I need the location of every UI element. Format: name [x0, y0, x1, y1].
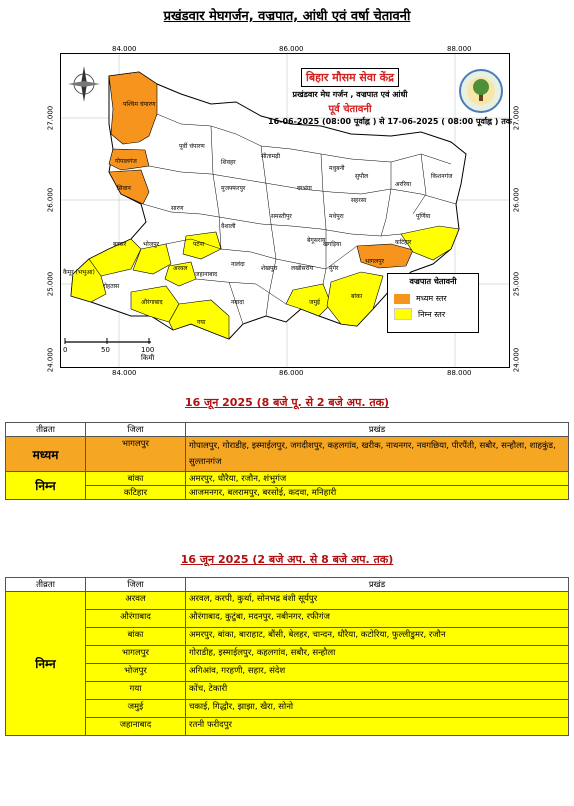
district-cell: बांका [86, 472, 186, 486]
legend-swatch-yellow [394, 308, 412, 320]
table-header-row [6, 578, 569, 592]
legend-swatch-orange [394, 294, 410, 304]
table-row [6, 628, 569, 646]
header-district: जिला [86, 423, 186, 437]
map-header [268, 66, 512, 126]
blocks-cell: औरंगाबाद, कुटुंबा, मदनपुर, नबीनगर, रफीगंज [186, 610, 569, 628]
section1-table [5, 422, 569, 500]
legend-item-moderate [394, 293, 478, 304]
table-row [6, 437, 569, 472]
y-tick-left-2: 26.000 [46, 187, 55, 213]
scale-label-50: 50 [101, 346, 110, 354]
map-header-org: बिहार मौसम सेवा केंद्र [301, 68, 399, 87]
blocks-cell: गोपालपुर, गोराडीह, इस्माईलपुर, जगदीशपुर, कहलगांव, खरीक, नाथनगर, नवगछिया, पीरपैंती, सबौर, सन्हौला, शाहकुंड, सुल्तानगंज [186, 437, 569, 472]
district-label: भोजपुर [143, 241, 160, 248]
header-district: जिला [86, 578, 186, 592]
map-legend [387, 273, 479, 333]
table-row [6, 664, 569, 682]
x-tick-bottom-2: 86.000 [279, 369, 304, 377]
x-tick-top-3: 88.000 [447, 45, 472, 53]
district-label: कटिहार [395, 239, 412, 246]
district-label: दरभंगा [297, 185, 312, 192]
x-tick-bottom-3: 88.000 [447, 369, 472, 377]
blocks-cell: अमरपुर, धौरैया, रजौन, शंभुगंज [186, 472, 569, 486]
y-tick-right-2: 26.000 [512, 187, 521, 213]
district-label: पटना [193, 241, 205, 248]
blocks-cell: गोराडीह, इस्माईलपुर, कहलगांव, सबौर, सन्हौला [186, 646, 569, 664]
district-label: मुंगेर [329, 265, 339, 272]
table-row [6, 682, 569, 700]
district-label: सिवान [117, 185, 131, 192]
district-label: गोपालगंज [115, 158, 137, 165]
table-row [6, 486, 569, 500]
district-label: बांका [351, 293, 363, 300]
district-cell: भागलपुर [86, 437, 186, 472]
blocks-cell: चकाई, गिद्धौर, झाझा, खैरा, सोनो [186, 700, 569, 718]
district-label: पूर्णिया [416, 213, 431, 220]
y-tick-left-4: 24.000 [46, 347, 55, 373]
x-tick-bottom-1: 84.000 [112, 369, 137, 377]
header-blocks: प्रखंड [186, 423, 569, 437]
district-label: सुपौल [355, 173, 369, 180]
district-cell: बांका [86, 628, 186, 646]
district-label: किशनगंज [431, 173, 453, 180]
blocks-cell: अगिआंव, गरहणी, सहार, संदेश [186, 664, 569, 682]
blocks-cell: आजमनगर, बलरामपुर, बरसोई, कदवा, मनिहारी [186, 486, 569, 500]
level-cell: निम्न [6, 472, 86, 500]
header-intensity: तीव्रता [6, 578, 86, 592]
district-label: शिवहर [221, 159, 236, 166]
table-row [6, 472, 569, 486]
map-header-warning: पूर्व चेतावनी [328, 104, 372, 115]
district-label: अररिया [395, 181, 412, 188]
blocks-cell: अरवल, करपी, कुर्था, सोनभद्र बंशी सूर्यपुर [186, 592, 569, 610]
district-cell: जहानाबाद [86, 718, 186, 736]
y-tick-left-1: 27.000 [46, 105, 55, 131]
table-row [6, 646, 569, 664]
page-title: प्रखंडवार मेघगर्जन, वज्रपात, आंधी एवं वर्षा चेतावनी [163, 9, 411, 24]
compass-rose-icon [67, 62, 101, 106]
district-label: लखीसराय [291, 265, 314, 272]
district-label: समस्तीपुर [271, 213, 292, 220]
district-label: बेगूसराय [307, 237, 326, 244]
district-label: रोहतास [103, 283, 120, 290]
scale-label-0: 0 [63, 346, 68, 354]
district-cell: औरंगाबाद [86, 610, 186, 628]
table-header-row [6, 423, 569, 437]
district-label: औरंगाबाद [141, 299, 163, 306]
district-cell: भोजपुर [86, 664, 186, 682]
district-cell: जमुई [86, 700, 186, 718]
district-label: सीतामढ़ी [261, 153, 281, 160]
blocks-cell: कोंच, टेकारी [186, 682, 569, 700]
legend-label-moderate: मध्यम स्तर [416, 294, 447, 303]
y-tick-right-4: 24.000 [512, 347, 521, 373]
y-tick-left-3: 25.000 [46, 271, 55, 297]
section2-table [5, 577, 569, 736]
map-header-validity: 16-06-2025 (08:00 पूर्वाह्न ) से 17-06-2025 ( 08:00 पूर्वाह्न ) तक [268, 117, 512, 126]
legend-item-low [394, 308, 478, 320]
level-cell: निम्न [6, 592, 86, 736]
level-cell: मध्यम [6, 437, 86, 472]
header-blocks: प्रखंड [186, 578, 569, 592]
table-row [6, 610, 569, 628]
district-label: शेखपुरा [261, 265, 278, 272]
district-label: पश्चिम चंपारण [123, 101, 156, 108]
y-tick-right-3: 25.000 [512, 271, 521, 297]
legend-title: वज्रपात चेतावनी [409, 277, 457, 286]
bihar-warning-map [46, 45, 521, 377]
blocks-cell: अमरपुर, बांका, बाराहाट, बौंसी, बेलहर, चान्दन, धौरैया, कटोरिया, फुल्लीडुमर, रजौन [186, 628, 569, 646]
blocks-cell: रतनी फरीदपुर [186, 718, 569, 736]
district-label: बक्सर [113, 241, 127, 248]
district-label: अरवल [173, 265, 188, 272]
district-label: वैशाली [221, 223, 236, 230]
district-label: भागलपुर [365, 258, 385, 265]
district-label: नालंदा [231, 261, 245, 268]
district-label: जहानाबाद [195, 271, 218, 278]
scale-bar [63, 337, 155, 362]
district-label: मधुबनी [329, 165, 345, 172]
section1-title: 16 जून 2025 (8 बजे पू. से 2 बजे अप. तक) [184, 396, 390, 409]
x-tick-top-1: 84.000 [112, 45, 137, 53]
district-label: खगड़िया [323, 241, 342, 248]
district-label: मधेपुरा [329, 213, 344, 220]
table-row [6, 718, 569, 736]
district-cell: अरवल [86, 592, 186, 610]
district-label: पूर्वी चंपारण [179, 143, 205, 150]
district-label: गया [197, 319, 206, 326]
header-intensity: तीव्रता [6, 423, 86, 437]
section2-title: 16 जून 2025 (2 बजे अप. से 8 बजे अप. तक) [180, 553, 394, 566]
district-label: मुजफ्फरपुर [221, 185, 246, 192]
district-cell: कटिहार [86, 486, 186, 500]
west-champaran-orange [109, 72, 157, 144]
scale-label-100: 100 किमी [141, 346, 155, 362]
x-tick-top-2: 86.000 [279, 45, 304, 53]
district-label: कैमूर (भभुआ) [63, 269, 95, 276]
legend-label-low: निम्न स्तर [418, 309, 446, 319]
district-label: सारण [171, 205, 184, 212]
imd-logo [459, 69, 503, 113]
y-tick-right-1: 27.000 [512, 105, 521, 131]
map-header-subtitle: प्रखंडवार मेघ गर्जन , वज्रपात एवं आंधी [292, 90, 408, 99]
district-label: जमुई [309, 299, 320, 306]
district-label: सहरसा [351, 197, 367, 204]
district-cell: गया [86, 682, 186, 700]
district-label: नवादा [231, 299, 244, 306]
table-row [6, 700, 569, 718]
table-row [6, 592, 569, 610]
district-cell: भागलपुर [86, 646, 186, 664]
